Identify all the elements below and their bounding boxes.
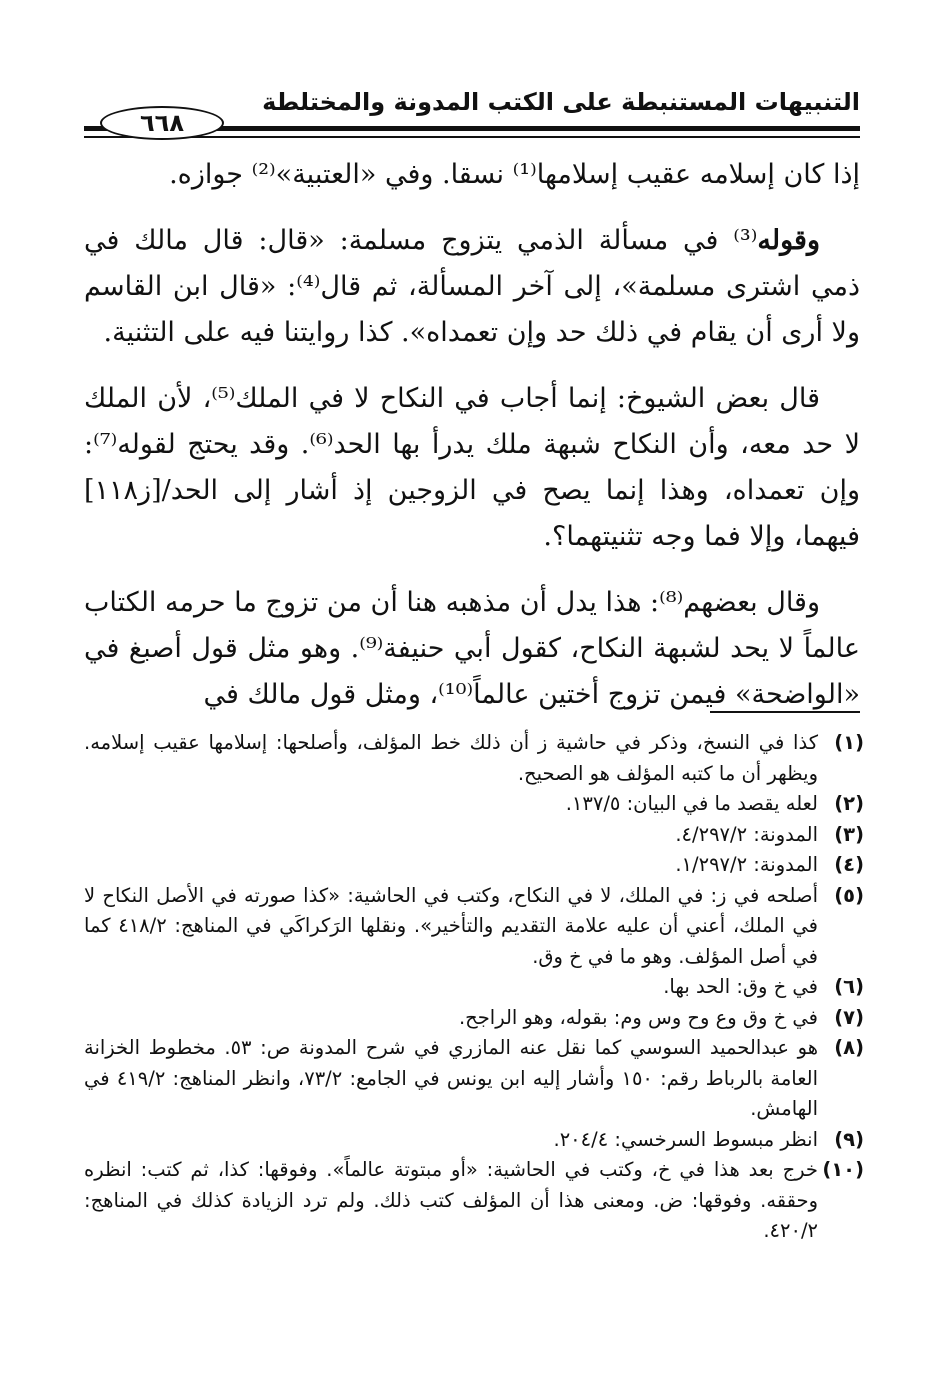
footnote-number: (٢) [834, 792, 864, 815]
footnote-number: (١٠) [822, 1158, 864, 1181]
footnote-number: (٣) [834, 822, 864, 846]
paragraph-text: قال بعض الشيوخ: إنما أجاب في النكاح لا في الملك⁽⁵⁾، لأن الملك لا حد معه، وأن النكاح شبهة ملك يدرأ بها الحد⁽⁶⁾. وقد يحتج لقوله⁽⁷⁾: وإن تعمداه، وهذا إنما يصح في الزوجين إذ أشار إلى الحد/[ز١١٨] فيهما، وإلا فما وجه تثنيتهما؟. [84, 383, 860, 552]
footnote-item [84, 1125, 864, 1156]
footnote-item [84, 1155, 864, 1247]
footnote-number: (٦) [834, 975, 864, 998]
paragraph-text: وقال بعضهم⁽⁸⁾: هذا يدل أن مذهبه هنا أن من تزوج ما حرمه الكتاب عالماً لا يحد لشبهة النكاح، كقول أبي حنيفة⁽⁹⁾. وهو مثل قول أصبغ في «الواضحة» فيمن تزوج أختين عالماً⁽¹⁰⁾، ومثل قول مالك في [84, 587, 860, 710]
footnote-text: أصلحه في ز: في الملك، لا في النكاح، وكتب في الحاشية: «كذا صورته في الأصل النكاح لا في الملك، أعني أن عليه علامة التقديم والتأخير». ونقلها الرَكراكَي في المناهج: ٤١٨/٢ كما في أصل المؤلف. وهو ما في خ وق. [84, 883, 818, 968]
footnote-item [84, 1003, 864, 1034]
footnote-text: هو عبدالحميد السوسي كما نقل عنه المازري في شرح المدونة ص: ٥٣. مخطوط الخزانة العامة بالرباط رقم: ١٥٠ وأشار إليه ابن يونس في الجامع: ٧٣/٢، وانظر المناهج: ٤١٩/٢ في الهامش. [84, 1036, 818, 1120]
paragraph-4 [84, 580, 860, 718]
footnote-text: في خ وق: الحد بها. [663, 975, 818, 998]
footnote-separator [710, 711, 860, 713]
footnote-item [84, 820, 864, 851]
footnote-number: (١) [834, 731, 864, 754]
paragraph-3 [84, 376, 860, 560]
footnote-text: خرج بعد هذا في خ، وكتب في الحاشية: «أو مبتوتة عالماً». وفوقها: كذا، ثم كتب: انظره وحققه. وفوقها: ض. ومعنى هذا أن المؤلف كتب ذلك. ولم ترد الزيادة كذلك في المناهج: ٤٢٠/٢. [84, 1158, 818, 1242]
running-title: التنبيهات المستنبطة على الكتب المدونة والمختلطة [262, 88, 860, 116]
footnote-text: انظر مبسوط السرخسي: ٢٠٤/٤. [553, 1127, 818, 1151]
main-body-text [84, 152, 860, 738]
footnote-text: في خ وق وع وح وس وم: بقوله، وهو الراجح. [458, 1005, 818, 1029]
paragraph-lead: وقوله [757, 225, 820, 256]
footnote-item [84, 789, 864, 820]
footnote-text: لعله يقصد ما في البيان: ١٣٧/٥. [565, 792, 818, 815]
footnote-number: (٩) [834, 1127, 864, 1151]
footnotes-list [84, 728, 864, 1247]
footnote-number: (٤) [834, 853, 864, 876]
footnote-text: المدونة: ٤/٢٩٧/٢. [675, 822, 818, 846]
paragraph-text: إذا كان إسلامه عقيب إسلامها⁽¹⁾ نسقا. وفي «العتبية»⁽²⁾ جوازه. [169, 159, 860, 190]
footnote-item [84, 1033, 864, 1125]
footnote-number: (٥) [834, 883, 864, 907]
paragraph-2 [84, 218, 860, 356]
footnote-text: المدونة: ١/٢٩٧/٢. [675, 853, 818, 876]
footnote-item [84, 972, 864, 1003]
paragraph-1 [84, 152, 860, 198]
footnote-number: (٨) [834, 1036, 864, 1059]
footnote-item [84, 881, 864, 973]
footnote-item [84, 850, 864, 881]
footnote-number: (٧) [834, 1005, 864, 1029]
page-header [84, 86, 860, 146]
paragraph-text: ⁽³⁾ في مسألة الذمي يتزوج مسلمة: «قال: قال مالك في ذمي اشترى مسلمة»، إلى آخر المسألة، ثم قال⁽⁴⁾: «قال ابن القاسم ولا أرى أن يقام في ذلك حد وإن تعمداه». كذا روايتنا فيه على التثنية. [84, 225, 860, 348]
page-number-badge: ٦٦٨ [100, 106, 224, 140]
footnote-item [84, 728, 864, 789]
footnote-text: كذا في النسخ، وذكر في حاشية ز أن ذلك خط المؤلف، وأصلحها: إسلامها عقيب إسلامه. ويظهر أن ما كتبه المؤلف هو الصحيح. [84, 731, 818, 785]
